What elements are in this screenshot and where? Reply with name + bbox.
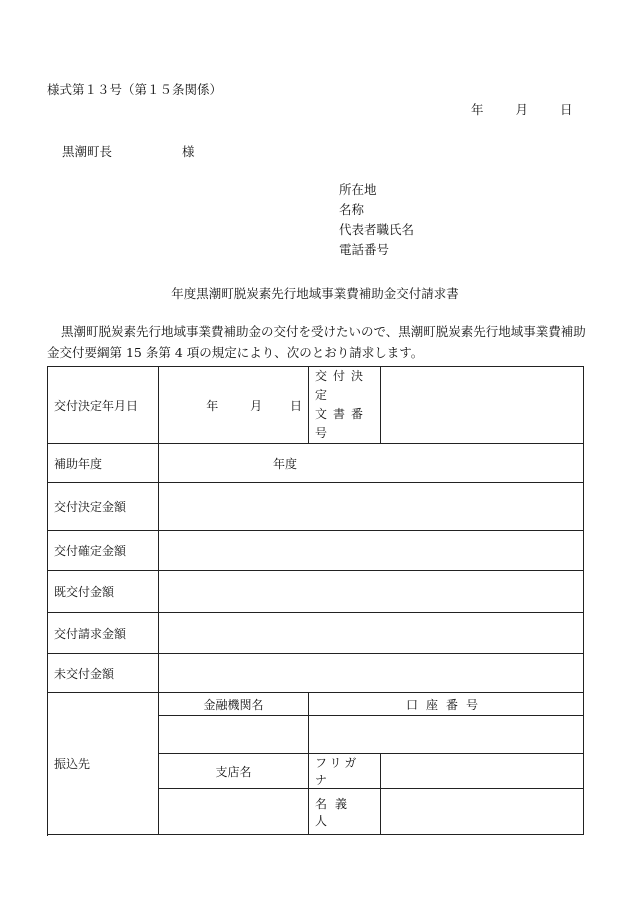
transfer-to-label: 振込先 — [48, 693, 159, 835]
fiscal-year-suffix: 年度 — [273, 456, 298, 471]
representative-label: 代表者職氏名 — [339, 222, 415, 237]
unpaid-amount-label: 未交付金額 — [48, 654, 159, 693]
grant-decision-date-field[interactable] — [159, 367, 309, 444]
branch-label: 支店名 — [159, 754, 309, 789]
address-label: 所在地 — [339, 182, 377, 197]
decision-doc-number-line1: 交付決定 — [315, 369, 370, 402]
date-line — [471, 100, 573, 118]
name-label: 名称 — [339, 202, 365, 217]
subsidy-year-field[interactable] — [159, 444, 584, 483]
document-title: 年度黒潮町脱炭素先行地域事業費補助金交付請求書 — [171, 286, 459, 301]
branch-field[interactable] — [159, 789, 309, 835]
furigana-label-text: フリガナ — [315, 756, 360, 787]
decision-doc-number-field[interactable] — [381, 367, 584, 444]
subsidy-year-label: 補助年度 — [48, 444, 159, 483]
unpaid-amount-field[interactable] — [159, 654, 584, 693]
bank-name-field[interactable] — [159, 716, 309, 754]
decided-amount-label: 交付決定金額 — [48, 483, 159, 531]
confirmed-amount-label: 交付確定金額 — [48, 531, 159, 571]
date-month: 月 — [515, 102, 529, 117]
decision-date-day: 日 — [289, 398, 302, 413]
date-day: 日 — [560, 102, 573, 117]
requested-amount-field[interactable] — [159, 613, 584, 654]
account-holder-label-text: 名義人 — [315, 796, 356, 828]
account-number-label — [309, 693, 584, 716]
furigana-field[interactable] — [381, 754, 584, 789]
bank-name-label: 金融機関名 — [159, 693, 309, 716]
decided-amount-field[interactable] — [159, 483, 584, 531]
paid-amount-label: 既交付金額 — [48, 571, 159, 613]
account-number-field[interactable] — [309, 716, 584, 754]
decision-date-year: 年 — [206, 398, 219, 413]
furigana-label — [309, 754, 381, 789]
decision-doc-number-label — [309, 367, 381, 444]
requested-amount-label: 交付請求金額 — [48, 613, 159, 654]
addressee: 黒潮町長 — [62, 144, 113, 159]
form-number: 様式第１３号（第１５条関係） — [47, 82, 223, 97]
date-year: 年 — [471, 102, 484, 117]
request-form-table — [47, 366, 584, 835]
body-text: 黒潮町脱炭素先行地域事業費補助金の交付を受けたいので、黒潮町脱炭素先行地域事業費補助金交付要綱第 15 条第 4 項の規定により、次のとおり請求します。 — [47, 324, 586, 360]
confirmed-amount-field[interactable] — [159, 531, 584, 571]
honorific: 様 — [182, 144, 195, 159]
account-number-label-text: 口座番号 — [405, 697, 486, 712]
phone-label: 電話番号 — [339, 242, 390, 257]
paid-amount-field[interactable] — [159, 571, 584, 613]
account-holder-label — [309, 789, 381, 835]
applicant-block — [339, 180, 414, 260]
decision-date-month: 月 — [250, 398, 263, 413]
account-holder-field[interactable] — [381, 789, 584, 835]
decision-doc-number-line2: 文書番号 — [315, 407, 370, 440]
addressee-line — [62, 142, 195, 160]
grant-decision-date-label: 交付決定年月日 — [48, 367, 159, 444]
